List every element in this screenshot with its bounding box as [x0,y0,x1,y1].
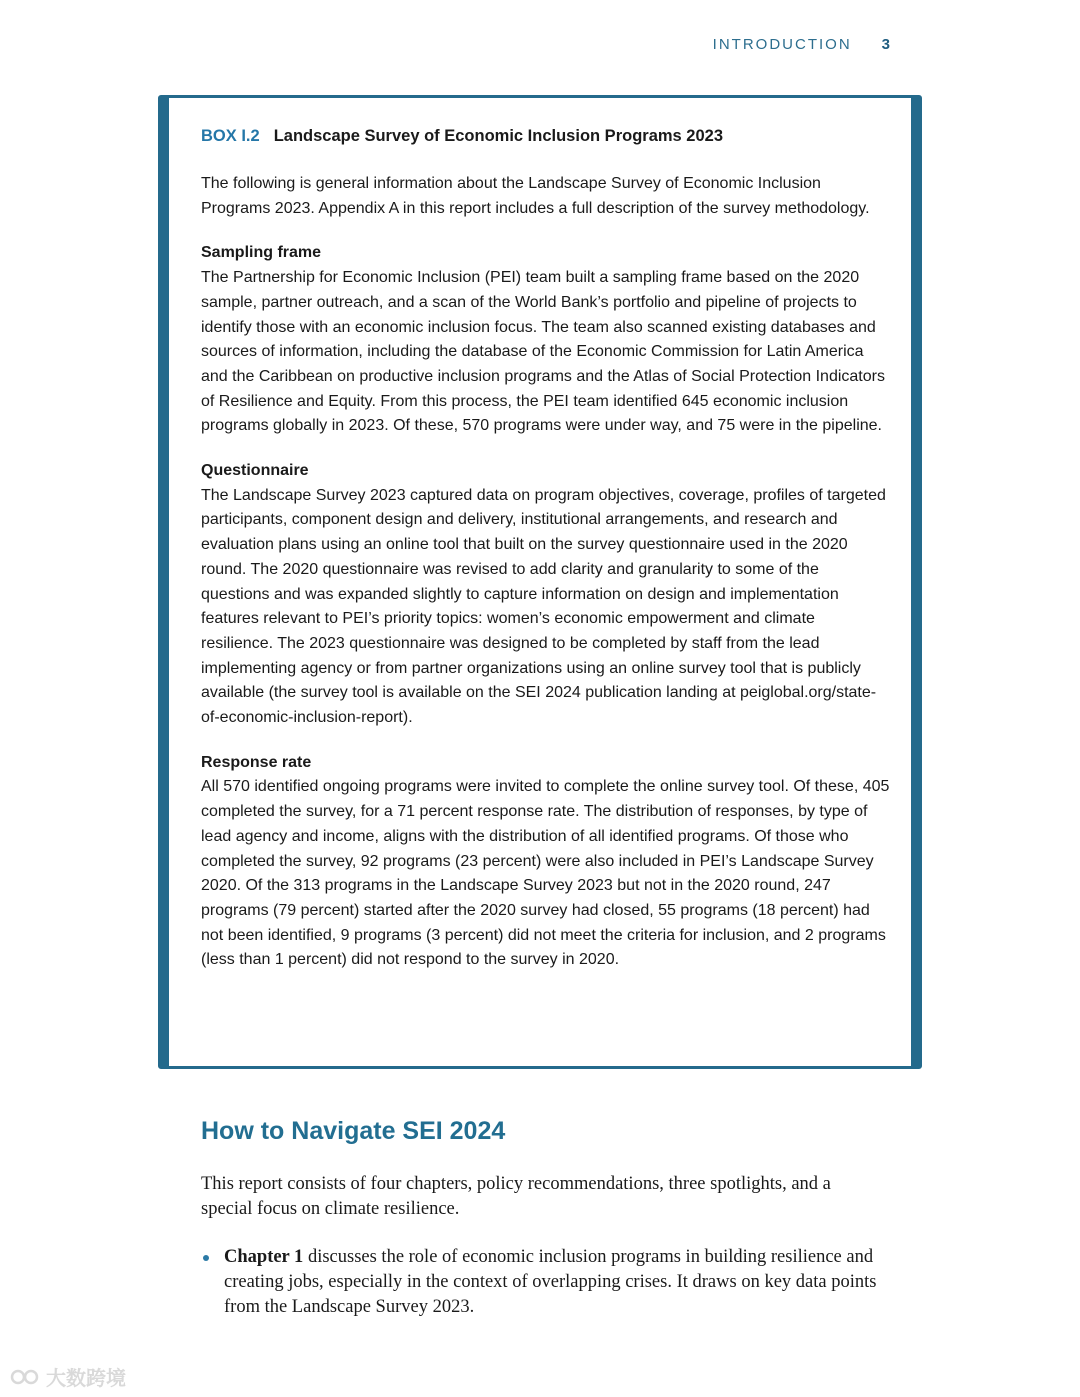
survey-box [158,95,922,1069]
navigate-heading: How to Navigate SEI 2024 [201,1117,506,1145]
navigate-intro: This report consists of four chapters, policy recommendations, three spotlights, and a special focus on climate resilience. [201,1174,831,1219]
box-title [201,124,891,148]
box-number: BOX I.2 [201,127,260,145]
chapter-description: discusses the role of economic inclusion programs in building resilience and creating jobs, especially in the context of overlapping crises. It draws on key data points from the Landscape Survey 2023. [224,1247,877,1317]
section-questionnaire [201,459,891,731]
section-response-rate [201,751,891,973]
watermark-logo-icon [10,1366,40,1388]
section-text: The Partnership for Economic Inclusion (PEI) team built a sampling frame based on the 2020 sample, partner outreach, and a scan of the World Bank’s portfolio and pipeline of projects to identify those with an economic inclusion focus. The team also scanned existing databases and sources of information, including the database of the Economic Commission for Latin America and the Caribbean on productive inclusion programs and the Atlas of Social Protection Indicators of Resilience and Equity. From this process, the PEI team identified 645 economic inclusion programs globally in 2023. Of these, 570 programs were under way, and 75 were in the pipeline. [201,269,885,435]
section-heading: Sampling frame [201,244,322,262]
section-sampling-frame [201,241,891,439]
running-head [690,36,890,53]
watermark-text: 大数跨境 [46,1368,126,1390]
page-number: 3 [881,36,890,53]
box-title-text: Landscape Survey of Economic Inclusion Programs 2023 [273,127,724,145]
section-heading: Response rate [201,753,312,771]
chapter-list [201,1245,881,1320]
section-text: All 570 identified ongoing programs were invited to complete the online survey tool. Of these, 405 completed the survey, for a 71 percent response rate. The distribution of responses, by type of lead agency and income, aligns with the distribution of all identified programs. Of those who completed the survey, 92 programs (23 percent) were also included in PEI’s Landscape Survey 2020. Of the 313 programs in the Landscape Survey 2023 but not in the 2020 round, 247 programs (79 percent) started after the 2020 survey had closed, 55 programs (18 percent) had not been identified, 9 programs (3 percent) did not meet the criteria for inclusion, and 2 programs (less than 1 percent) did not respond to the survey in 2020. [201,778,890,969]
section-label: INTRODUCTION [712,36,852,53]
watermark [10,1362,126,1391]
section-text: The Landscape Survey 2023 captured data on program objectives, coverage, profiles of targeted participants, component design and delivery, institutional arrangements, and research and evaluation plans using an online tool that built on the survey questionnaire used in the 2020 round. The 2020 questionnaire was revised to add clarity and granularity to some of the questions and was expanded slightly to capture information on design and implementation features relevant to PEI’s priority topics: women’s economic empowerment and climate resilience. The 2023 questionnaire was designed to be completed by staff from the lead implementing agency or from partner organizations using an online survey tool that is publicly available (the survey tool is available on the SEI 2024 publication landing at peiglobal.org/state-of-economic-inclusion-report). [201,486,886,727]
list-item [201,1245,881,1320]
survey-box-content [201,124,891,993]
box-intro: The following is general information about the Landscape Survey of Economic Inclusion Programs 2023. Appendix A in this report includes a full description of the survey methodology. [201,175,870,217]
bullet-icon [203,1255,209,1261]
chapter-label: Chapter 1 [224,1247,304,1267]
section-heading: Questionnaire [201,462,309,480]
